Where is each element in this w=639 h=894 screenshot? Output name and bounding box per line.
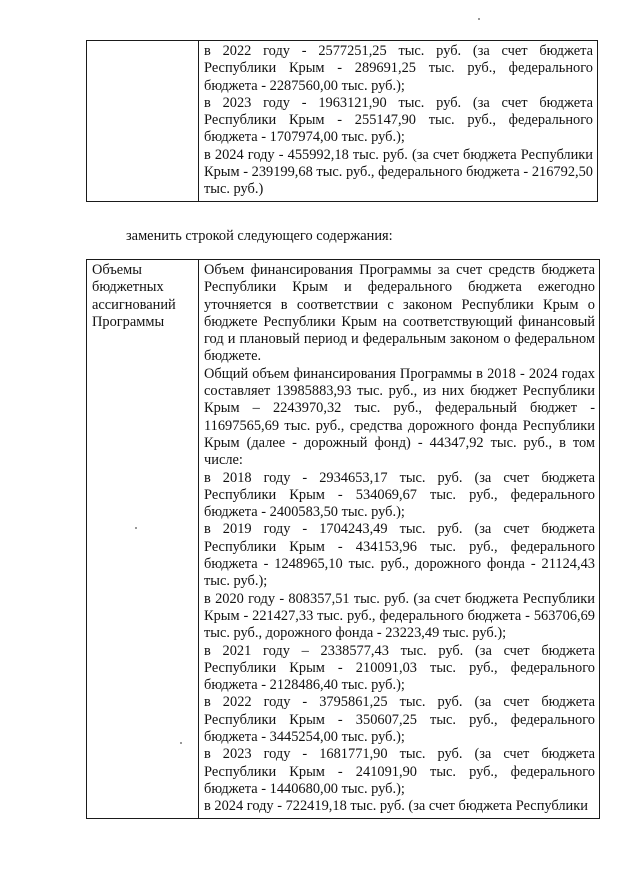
table-cell-financing-text <box>199 41 598 202</box>
paragraph-2019: в 2019 году - 1704243,49 тыс. руб. (за счет бюджета Республики Крым - 434153,96 тыс. руб., федерального бюджета - 1248965,10 тыс. руб., дорожного фонда - 21124,43 тыс. руб.); <box>204 521 595 590</box>
paragraph-2022: в 2022 году - 2577251,25 тыс. руб. (за счет бюджета Республики Крым - 289691,25 тыс. руб., федерального бюджета - 2287560,00 тыс. руб.); <box>204 43 593 94</box>
paragraph-2024: в 2024 году - 455992,18 тыс. руб. (за счет бюджета Республики Крым - 239199,68 тыс. руб., федерального бюджета - 216792,50 тыс. руб.) <box>204 146 593 198</box>
row-title-line: бюджетных <box>92 279 164 296</box>
table-row <box>87 260 600 819</box>
paragraph-2022: в 2022 году - 3795861,25 тыс. руб. (за счет бюджета Республики Крым - 350607,25 тыс. руб., федерального бюджета - 3445254,00 тыс. руб.); <box>204 694 595 746</box>
paragraph-2018: в 2018 году - 2934653,17 тыс. руб. (за счет бюджета Республики Крым - 534069,67 тыс. руб., федерального бюджета - 2400583,50 тыс. руб.); <box>204 469 595 521</box>
scan-speck <box>478 18 480 20</box>
table-cell-left-empty <box>87 41 199 202</box>
paragraph-total: Общий объем финансирования Программы в 2018 - 2024 годах составляет 13985883,93 тыс. руб., из них бюджет Республики Крым – 2243970,32 тыс. руб., федеральный бюджет - 11697565,69 тыс. руб., средства дорожного фонда Республики Крым (далее - дорожный фонд) - 44347,92 тыс. руб., в том числе: <box>204 365 595 469</box>
paragraph-2023: в 2023 году - 1681771,90 тыс. руб. (за счет бюджета Республики Крым - 241091,90 тыс. руб., федерального бюджета - 1440680,00 тыс. руб.); <box>204 746 595 797</box>
table-cell-financing-text <box>199 260 600 819</box>
table-cell-row-title <box>87 260 199 819</box>
paragraph-2021: в 2021 году – 2338577,43 тыс. руб. (за счет бюджета Республики Крым - 210091,03 тыс. руб., федерального бюджета - 2128486,40 тыс. руб.); <box>204 642 595 694</box>
row-title-line: Программы <box>92 313 165 330</box>
replace-instruction: заменить строкой следующего содержания: <box>126 228 393 244</box>
paragraph-intro: Объем финансирования Программы за счет средств бюджета Республики Крым и федерального бюджета ежегодно уточняется в соответствии с законом Республики Крым о бюджете Республики Крым на соответствующий финансовый год и плановый период и федеральным законом о федеральном бюджете. <box>204 262 595 365</box>
table-row <box>87 41 598 202</box>
financing-table-previous <box>86 40 598 202</box>
paragraph-2024: в 2024 году - 722419,18 тыс. руб. (за счет бюджета Республики <box>204 798 588 815</box>
row-title-line: ассигнований <box>92 296 176 313</box>
paragraph-2023: в 2023 году - 1963121,90 тыс. руб. (за счет бюджета Республики Крым - 255147,90 тыс. руб., федерального бюджета - 1707974,00 тыс. руб.); <box>204 94 593 146</box>
financing-table-new <box>86 259 600 819</box>
row-title-line: Объемы <box>92 262 142 278</box>
paragraph-2020: в 2020 году - 808357,51 тыс. руб. (за счет бюджета Республики Крым - 221427,33 тыс. руб., федерального бюджета - 563706,69 тыс. руб., дорожного фонда - 23223,49 тыс. руб.); <box>204 590 595 642</box>
